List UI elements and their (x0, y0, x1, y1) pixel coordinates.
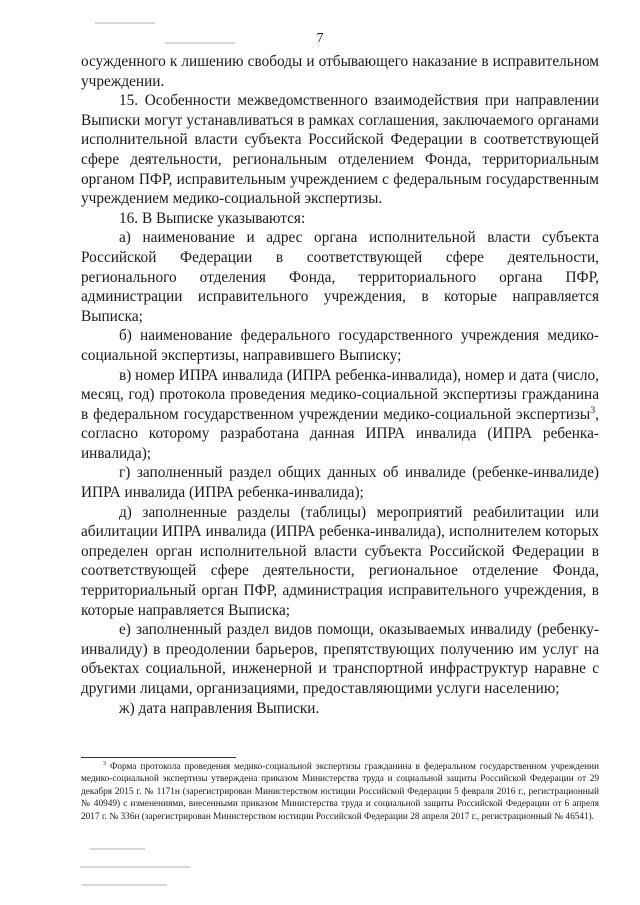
item-g: г) заполненный раздел общих данных об инвалиде (ребенке-инвалиде) ИПРА инвалида (ИПРА ребенка-инвалида); (81, 464, 599, 502)
scan-speck (82, 884, 167, 886)
scan-speck (80, 866, 190, 868)
item-e: е) заполненный раздел видов помощи, оказываемых инвалиду (ребенку-инвалиду) в преодолении барьеров, препятствующих получению им услуг на объектах социальной, инженерной и транспортной инфраструктур наравне с другими лицами, организациями, предоставляющими услуги населению; (81, 621, 599, 697)
item-v-tail: , согласно которому разработана данная ИПРА инвалида (ИПРА ребенка-инвалида); (81, 405, 599, 462)
page-number: 7 (316, 31, 324, 46)
footnote (81, 761, 599, 823)
scan-speck (95, 22, 155, 24)
item-zh: ж) дата направления Выписки. (119, 699, 320, 717)
item-v (81, 366, 599, 464)
scan-speck (90, 848, 145, 850)
item-b: б) наименование федерального государственного учреждения медико-социальной экспертизы, направившего Выписку; (81, 327, 599, 364)
paragraph-continuation: осужденного к лишению свободы и отбывающего наказание в исправительном учреждении. (81, 53, 599, 90)
item-a: а) наименование и адрес органа исполнительной власти субъекта Российской Федерации в соответствующей сфере деятельности, регионального отделения Фонда, территориального органа ПФР, администрации исправительного учреждения, в которые направляется Выписка; (81, 229, 599, 325)
paragraph-16: 16. В Выписке указываются: (119, 209, 306, 227)
paragraph-15: 15. Особенности межведомственного взаимодействия при направлении Выписки могут устанавливаться в рамках соглашения, заключаемого органами исполнительной власти субъекта Российской Федерации в соответствующей сфере деятельности, региональным отделением Фонда, территориальным органом ПФР, исправительным учреждением с федеральным государственным учреждением медико-социальной экспертизы. (81, 92, 599, 208)
item-d: д) заполненные разделы (таблицы) мероприятий реабилитации или абилитации ИПРА инвалида (ИПРА ребенка-инвалида), исполнителем которых определен орган исполнительной власти субъекта Российской Федерации в соответствующей сфере деятельности, региональное отделение Фонда, территориальный орган ПФР, администрация исправительного учреждения, в которые направляется Выписка; (81, 503, 599, 619)
footnote-marker: 3 (103, 760, 107, 767)
footnote-divider (81, 757, 236, 758)
item-v-text: в) номер ИПРА инвалида (ИПРА ребенка-инвалида), номер и дата (число, месяц, год) протокола проведения медико-социальной экспертизы гражданина в федеральном государственном учреждении медико-социальной экспертизы (81, 366, 599, 423)
scan-speck (165, 42, 235, 44)
footnote-text: Форма протокола проведения медико-социальной экспертизы гражданина в федеральном государственном учреждении медико-социальной экспертизы утверждена приказом Министерства труда и социальной защиты Российской Федерации от 29 декабря 2015 г. № 1171н (зарегистрирован Министерством юстиции Российской Федерации 5 февраля 2016 г., регистрационный № 40949) с изменениями, внесенными приказом Министерства труда и социальной защиты Российской Федерации от 6 апреля 2017 г. № 336н (зарегистрирован Министерством юстиции Российской Федерации 28 апреля 2017 г., регистрационный № 46541). (81, 762, 600, 822)
footnote-reference: 3 (590, 404, 596, 416)
document-body (81, 52, 599, 718)
